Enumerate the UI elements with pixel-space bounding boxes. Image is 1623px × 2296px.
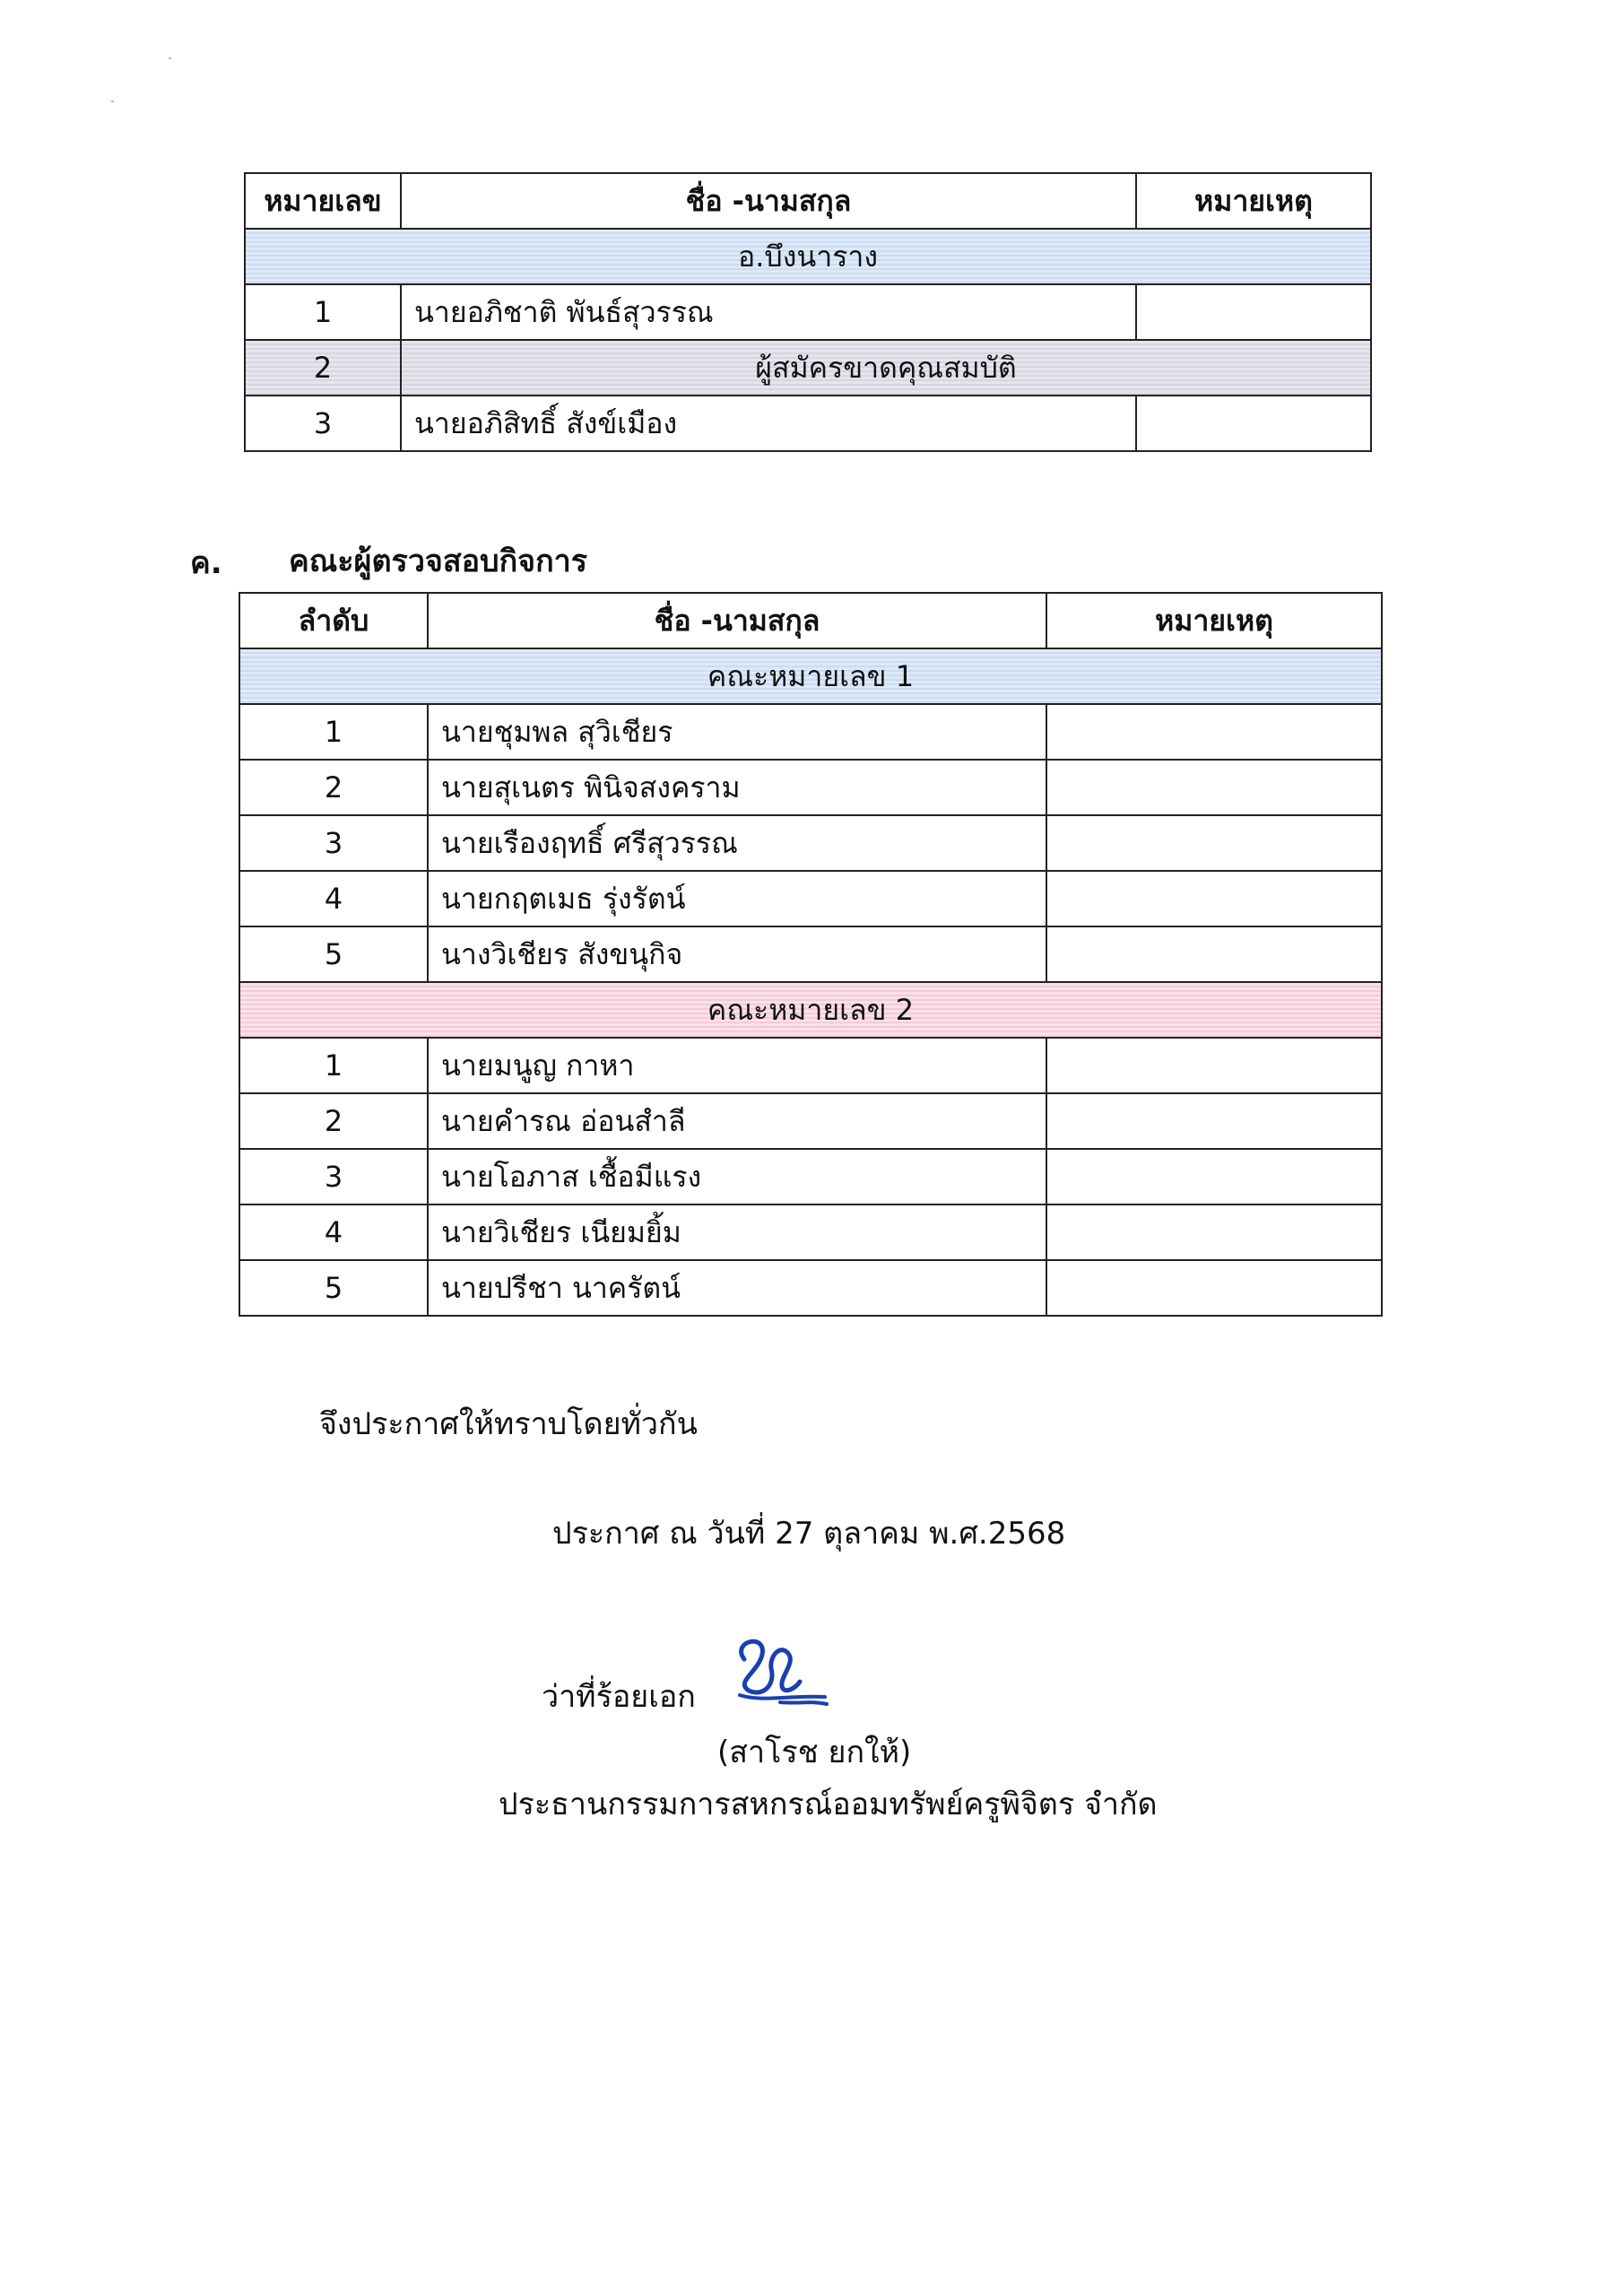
row-note bbox=[1046, 815, 1382, 871]
row-name: นายมนูญ กาหา bbox=[428, 1038, 1046, 1093]
row-note bbox=[1046, 1205, 1382, 1260]
row-number: 3 bbox=[239, 1149, 428, 1205]
table-row bbox=[239, 1093, 1382, 1149]
announcement-date: ประกาศ ณ วันที่ 27 ตุลาคม พ.ศ.2568 bbox=[552, 1516, 1066, 1552]
group-row bbox=[239, 982, 1382, 1038]
announcement-text: จึงประกาศให้ทราบโดยทั่วกัน bbox=[319, 1406, 698, 1442]
signer-name: (สาโรช ยกให้) bbox=[717, 1735, 912, 1770]
header-order: ลำดับ bbox=[239, 593, 428, 648]
table-row-disqualified bbox=[245, 340, 1371, 396]
group-label: คณะหมายเลข 1 bbox=[239, 648, 1382, 704]
table-row bbox=[239, 1149, 1382, 1205]
group-row bbox=[239, 648, 1382, 704]
table-header-row bbox=[245, 173, 1371, 229]
group-label: คณะหมายเลข 2 bbox=[239, 982, 1382, 1038]
row-number: 3 bbox=[239, 815, 428, 871]
row-note bbox=[1136, 396, 1371, 451]
row-number: 4 bbox=[239, 871, 428, 926]
row-note bbox=[1046, 1038, 1382, 1093]
table-row bbox=[239, 760, 1382, 815]
auditors-table bbox=[239, 592, 1383, 1317]
row-note bbox=[1046, 871, 1382, 926]
header-note: หมายเหตุ bbox=[1136, 173, 1371, 229]
row-note bbox=[1046, 760, 1382, 815]
table-row bbox=[239, 1205, 1382, 1260]
row-note bbox=[1046, 704, 1382, 760]
header-name: ชื่อ -นามสกุล bbox=[428, 593, 1046, 648]
scan-speck bbox=[169, 57, 171, 59]
table-row bbox=[239, 815, 1382, 871]
table-row bbox=[245, 284, 1371, 340]
table-row bbox=[239, 1260, 1382, 1316]
row-note bbox=[1046, 1260, 1382, 1316]
row-name: นางวิเชียร สังขนุกิจ bbox=[428, 926, 1046, 982]
row-note bbox=[1046, 1149, 1382, 1205]
scan-speck bbox=[111, 100, 114, 102]
row-name: นายโอภาส เชื้อมีแรง bbox=[428, 1149, 1046, 1205]
candidates-table bbox=[244, 172, 1372, 452]
row-number: 1 bbox=[239, 704, 428, 760]
table-row bbox=[239, 926, 1382, 982]
row-number: 3 bbox=[245, 396, 401, 451]
district-row bbox=[245, 229, 1371, 284]
header-name: ชื่อ -นามสกุล bbox=[401, 173, 1136, 229]
row-number: 2 bbox=[239, 1093, 428, 1149]
table-row bbox=[245, 396, 1371, 451]
row-name: นายสุเนตร พินิจสงคราม bbox=[428, 760, 1046, 815]
table-row bbox=[239, 871, 1382, 926]
row-disqualified-note: ผู้สมัครขาดคุณสมบัติ bbox=[401, 340, 1371, 396]
district-label: อ.บึงนาราง bbox=[245, 229, 1371, 284]
row-name: นายชุมพล สุวิเชียร bbox=[428, 704, 1046, 760]
row-note bbox=[1046, 1093, 1382, 1149]
signature-image bbox=[726, 1632, 834, 1713]
row-number: 1 bbox=[245, 284, 401, 340]
row-note bbox=[1136, 284, 1371, 340]
row-name: นายกฤตเมธ รุ่งรัตน์ bbox=[428, 871, 1046, 926]
signer-title: ประธานกรรมการสหกรณ์ออมทรัพย์ครูพิจิตร จำกัด bbox=[499, 1787, 1158, 1822]
signer-rank: ว่าที่ร้อยเอก bbox=[542, 1679, 696, 1715]
table-row bbox=[239, 1038, 1382, 1093]
table-row bbox=[239, 704, 1382, 760]
row-number: 2 bbox=[239, 760, 428, 815]
row-name: นายคำรณ อ่อนสำลี bbox=[428, 1093, 1046, 1149]
header-number: หมายเลข bbox=[245, 173, 401, 229]
row-name: นายอภิสิทธิ์ สังข์เมือง bbox=[401, 396, 1136, 451]
row-number: 4 bbox=[239, 1205, 428, 1260]
row-note bbox=[1046, 926, 1382, 982]
row-number: 5 bbox=[239, 926, 428, 982]
header-note: หมายเหตุ bbox=[1046, 593, 1382, 648]
row-number: 1 bbox=[239, 1038, 428, 1093]
row-name: นายวิเชียร เนียมยิ้ม bbox=[428, 1205, 1046, 1260]
row-name: นายเรืองฤทธิ์ ศรีสุวรรณ bbox=[428, 815, 1046, 871]
section-title: คณะผู้ตรวจสอบกิจการ bbox=[289, 544, 588, 579]
row-name: นายอภิชาติ พันธ์สุวรรณ bbox=[401, 284, 1136, 340]
row-number: 5 bbox=[239, 1260, 428, 1316]
row-name: นายปรีชา นาครัตน์ bbox=[428, 1260, 1046, 1316]
section-letter: ค. bbox=[190, 545, 222, 581]
table-header-row bbox=[239, 593, 1382, 648]
row-number: 2 bbox=[245, 340, 401, 396]
